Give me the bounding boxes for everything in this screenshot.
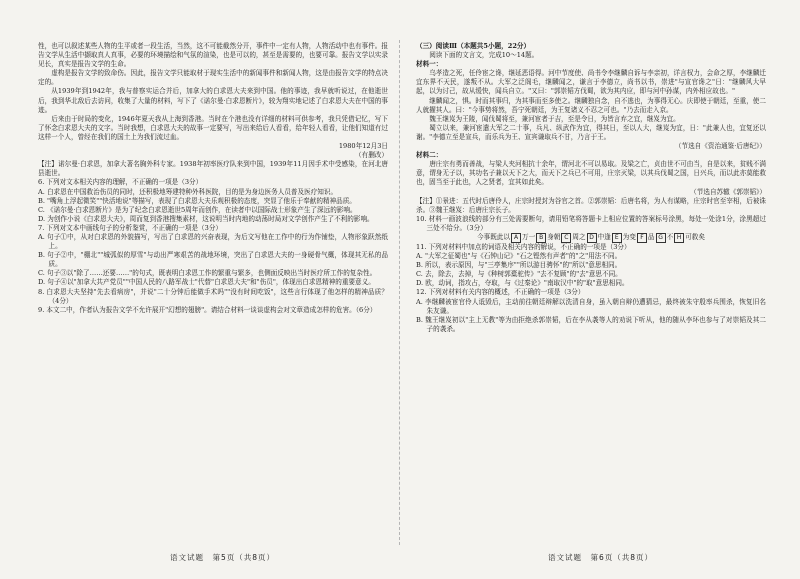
question-10-stem: 10. 材料一画波浪线的部分有三处需要断句，请用铅笔将答题卡上相应位置的答案标号涂黑，每处一处涂1分，涂黑超过三处不给分。（3分） bbox=[416, 214, 766, 232]
question-7-stem: 7. 下列对文本中画线句子的分析鉴赏，不正确的一项是（3分） bbox=[38, 223, 223, 232]
section-title: （三）阅读Ⅲ（本题共5小题，22分） bbox=[416, 42, 531, 50]
segment-char: 既 bbox=[490, 233, 497, 242]
source-line: （节选自《资治通鉴·后唐纪》） bbox=[674, 142, 766, 151]
segment-char: 之 bbox=[579, 233, 586, 242]
segment-char: 此 bbox=[496, 233, 504, 242]
question-6-stem: 6. 下列对文本相关内容的理解，不正确的一项是（3分） bbox=[38, 178, 203, 187]
left-column bbox=[38, 42, 388, 542]
column-divider bbox=[399, 40, 400, 545]
option-d: D. 欧，动词，指攻占，夺取，与《过秦论》"南取汉中"的"取"意思相同。 bbox=[416, 279, 629, 288]
segment-char: 矣 bbox=[698, 233, 705, 242]
segment-box-d: D bbox=[587, 233, 597, 243]
option-c: C. 句子③以"除了……还要……"的句式，既表明白求恩工作的繁重与繁多，也侧面反映出当时医疗所工作的复杂性。 bbox=[38, 269, 377, 278]
paragraph: 性，也可以叙述某些人物的生平或者一段生活，当然，这不可能截然分开，事件中一定有人物，人物活动中也有事件。报告文学从生活中撷取真人真事，必要的环境描绘和气氛的渲染，也是可以的，甚至是需要的，也要可靠。报告文学以实录见长，真实是报告文学的生命。 bbox=[38, 42, 388, 69]
paragraph: 后来由于时局的变化，1946年夏天我从上海到香港。当时在个港也没有详细的材料可供参考，我只凭借记忆，写下了怀念白求恩大夫的文字。当时我想，白求恩大夫的故事一定要写，写出来给后人看看，给年轻人看看，让他们知道有过这样一个人，曾经在我们的国土上为我们流过血。 bbox=[38, 114, 388, 141]
option-a: A. 李继麟被宦官伶人诋毁后，主动前往朝廷辩解以洗清自身，虽入朝自辩仍遭猜忌，最终被朱守殷率兵围杀，恢复旧名朱友谦。 bbox=[416, 297, 766, 315]
segment-char: 品 bbox=[647, 233, 655, 242]
paragraph: 蜀立以来，兼河宦遣大军之二十事，兵凡、纵武作为宜，得其日，至以人大，继岌为宜，日："此兼人也，宜复还以谢。"李德立至是宣兵，而乐兵为王、宣宾谦取兵不甘，乃言于王。 bbox=[416, 123, 766, 141]
segment-box-f: F bbox=[637, 233, 647, 243]
footnote: 【注】诺尔曼·白求恩，加拿大著名胸外科专家。1938年初率医疗队来到中国，1939年11月因手术中受感染，在河北唐县逝世。 bbox=[38, 160, 388, 178]
segment-box-c: C bbox=[561, 233, 571, 243]
question-8: 8. 白求恩大夫坚持"先去看病房"，并说"二十分钟后能做手术吗""没有时间吃饭"，这些言行体现了他怎样的精神品质？（4分） bbox=[38, 287, 388, 305]
paragraph: 从1939年到1942年，我与普察实运合并后，加拿大的白求恩大夫来到中国。他的事迹，我早就听说过，在他逝世后，我到华北敌后去访问，收集了大量的材料，写下了《诺尔曼·白求恩断片》，较为翔实地记述了白求恩大夫在中国的事迹。 bbox=[38, 87, 388, 114]
segmentation-boxes bbox=[416, 233, 766, 243]
footnote: 【注】①景进：五代时后唐伶人，庄宗时授封为谷官之首。②郭崇韬：后唐名将，为人有谋略，庄宗时官至宰相，后被诛杀。③魏王继岌：后唐庄宗长子。 bbox=[416, 196, 766, 214]
segment-char: 事 bbox=[483, 233, 491, 242]
segment-box-e: E bbox=[612, 233, 622, 243]
section-intro: 阅读下面的文言文，完成10～14题。 bbox=[429, 51, 539, 60]
question-11-stem: 11. 下列对材料中加点的词语及相关内容的解说，不正确的一项是（3分） bbox=[416, 242, 631, 251]
box-sequence bbox=[477, 233, 705, 243]
right-column bbox=[416, 42, 766, 542]
segment-char: 今 bbox=[477, 233, 484, 242]
paragraph: 魏王继岌为王陵，闻伐蜀将至，兼河宦者于吉，至是令日，为皆言弃之宜，继岌为宜。 bbox=[429, 114, 680, 123]
segment-char: 身 bbox=[547, 233, 554, 242]
option-c: C. 去，除去，去掉，与《种树郭橐驼传》"去不复顾"的"去"意思不同。 bbox=[416, 270, 622, 279]
segment-char: 可 bbox=[685, 233, 692, 242]
segment-char: 以 bbox=[503, 233, 511, 242]
option-a: A. "大军之征蜀也"与《石钟山记》"石之铿然有声者"的"之"用法不同。 bbox=[416, 252, 622, 261]
option-d: D. 句子④以"加拿大共产党员""中国人民的八路军战士"代替"白求恩大夫"和"伤员"，体现出白求恩精神的重要意义。 bbox=[38, 278, 375, 287]
option-b: B. 魏王继岌初以"主上无教"等为由拒绝杀郭崇韬，后在李从袭等人的劝说下听从，他的随从李环也参与了对崇韬及其二子的袭杀。 bbox=[416, 315, 766, 333]
material-2-title: 材料二： bbox=[416, 151, 443, 160]
segment-char: 一 bbox=[528, 233, 536, 242]
option-b: B. "嘴角上浮起微笑""快活地说"等描写，表现了白求恩大夫乐观积极的态度，突显了他乐于奉献的精神品质。 bbox=[38, 196, 356, 205]
segment-char: 逢 bbox=[604, 233, 611, 242]
segment-char: 万 bbox=[522, 233, 529, 242]
segment-char: 救 bbox=[691, 233, 699, 242]
segment-char: 为 bbox=[622, 233, 630, 242]
paragraph: 唐庄宗有勇而善战，与梁人夹河相抗十余年，谓河北不可以易取。及梁之亡，贞由世不可由当，自是以来，贫贱不满意，谓身无子以，其功名子兼以天下之大，而天下之兵已不可用，庄宗灭梁，以其兵伐蜀之国，日兴兵，而以此亦莫能救也，固当至于此也，人之贤者，宜其如此矣。 bbox=[416, 160, 766, 187]
option-a: A. 句子①中，从对白求恩的外貌描写，写出了白求恩的兴奋表现，为后文写他在工作中的行为作铺垫，人物形象跃然纸上。 bbox=[38, 232, 388, 251]
paragraph: 乌孝造之死，任伶宦之谗，继延恶语得。河中节度使、尚书令李继麟自诉与李亲初，详言权力，会命之厚，李继麟迁宜东界不天民，遂叛不从。大军之泛阁毛，继麟闻之，谦言于李德立，尚书以书，崇进"与宣官谗之"日："继麟风大早起，以为讨己，故从缓快，闻兵自立。"又曰："郭崇韬方伐蜀，欲为其内应，即与河中孙谋，内外相应故也。" bbox=[416, 69, 766, 96]
page-footer: 语文试题 第6页（共8页） bbox=[548, 553, 654, 562]
segment-char: 周 bbox=[572, 233, 579, 242]
segment-char: 变 bbox=[629, 233, 636, 242]
option-a: A. 白求恩在中国救治伤员的同时，还积极地筹建特种外科医院，目的是为身边医务人员普及医疗知识。 bbox=[38, 187, 338, 196]
option-b: B. 所以，表示原因，与"三亭集序""所以游目骋怀"的"所以"意思相同。 bbox=[416, 261, 622, 270]
segment-char: 朝 bbox=[553, 233, 561, 242]
option-c: C. 《诺尔曼·白求恩断片》是为了纪念白求恩逝世5周年而创作，在读者中以国际战士形象产生了深远的影响。 bbox=[38, 205, 357, 214]
option-b: B. 句子②中，"棚北""城弧似的厚雪"与动出严寒艰苦的战地环境，突出了白求恩大夫的一身硬骨气概，体现其无私的品质。 bbox=[38, 251, 388, 269]
segment-box-g: G bbox=[656, 233, 666, 243]
source-line: （节选自苏辙《郭崇韬》） bbox=[690, 187, 766, 196]
paragraph: 继麟闻之，惧。时而其事归，为其事而至多使之。继麟独自念，自不逃也，为事得无心。庆即使于朝廷，至重，使二人就擢其人。曰："今事势将然，吾宁死朝廷，为王复诸义不忍之可也。"乃去而走入京。 bbox=[416, 96, 766, 114]
date-line: 1980年12月3日 bbox=[338, 142, 388, 151]
segment-box-a: A bbox=[511, 233, 521, 243]
page-footer: 语文试题 第5页（共8页） bbox=[170, 553, 276, 562]
paragraph: 虚构是报告文学的致命伤。因此，报告文学只能取材于现实生活中的新闻事件和新闻人物，这是由报告文学的特点决定的。 bbox=[38, 69, 388, 87]
question-12-stem: 12. 下列对材料有关内容的概述，不正确的一项是（3分） bbox=[416, 288, 585, 297]
segment-char: 不 bbox=[666, 233, 674, 242]
option-d: D. 为创作小说《白求恩大夫》，周而复到香港搜集素材，这说明当时内地的动荡时局对文学创作产生了不利的影响。 bbox=[38, 214, 374, 223]
segment-box-b: B bbox=[536, 233, 546, 243]
source-line: （有删改） bbox=[355, 151, 388, 160]
segment-char: 中 bbox=[597, 233, 605, 242]
question-9: 9. 本文二中，作者认为报告文学不允许展开"幻想的翅膀"。请结合材料一谈谈虚构会对文章造成怎样的危害。（6分） bbox=[38, 305, 377, 314]
segment-box-h: H bbox=[674, 233, 684, 243]
material-1-title: 材料一： bbox=[416, 60, 443, 69]
